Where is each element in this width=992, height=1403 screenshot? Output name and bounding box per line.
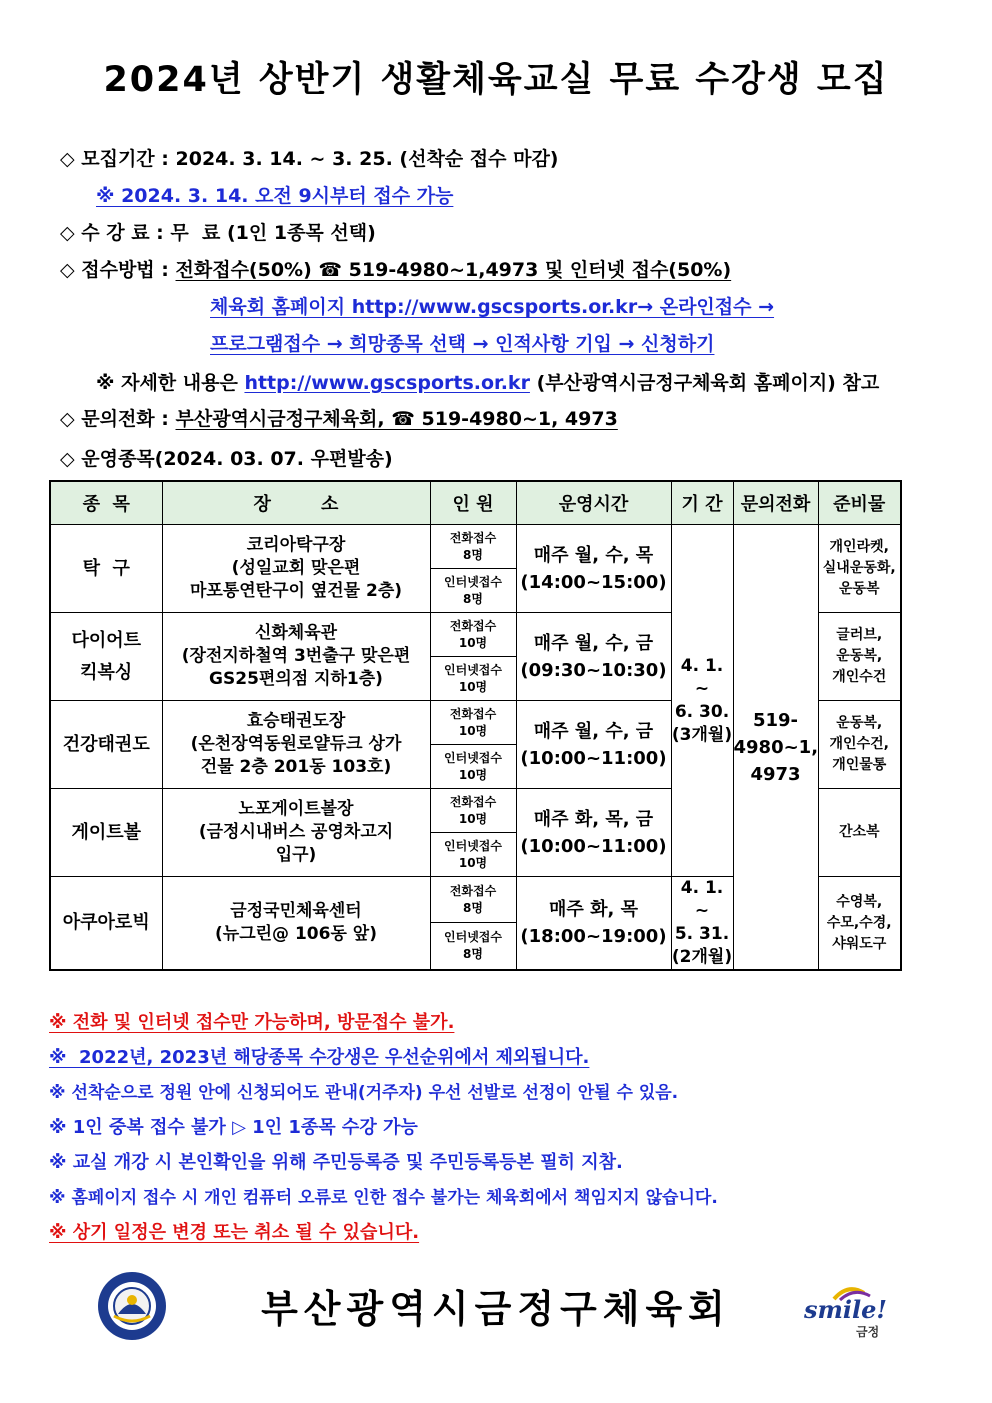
fee-line bbox=[60, 218, 376, 245]
program-supplies: 수영복, 수모,수경, 샤워도구 bbox=[818, 877, 901, 971]
program-table bbox=[49, 480, 902, 971]
program-place: 효승태권도장 (온천장역동원로얄듀크 상가 건물 2층 201동 103호) bbox=[162, 701, 430, 789]
fee-label: 수 강 료 : bbox=[81, 222, 164, 244]
period-note: ※ 2024. 3. 14. 오전 9시부터 접수 가능 bbox=[96, 185, 454, 207]
header-phone: 문의전화 bbox=[733, 481, 818, 525]
header-capacity: 인 원 bbox=[430, 481, 516, 525]
note-item: ※ 선착순으로 정원 안에 신청되어도 관내(거주자) 우선 선발로 선정이 안될 수 있음. bbox=[49, 1083, 679, 1103]
phone-capacity: 전화접수 8명 bbox=[430, 877, 516, 923]
program-time: 매주 월, 수, 목 (14:00~15:00) bbox=[516, 525, 671, 613]
program-place: 노포게이트볼장 (금정시내버스 공영차고지 입구) bbox=[162, 789, 430, 877]
header-time: 운영시간 bbox=[516, 481, 671, 525]
programs-heading bbox=[60, 444, 393, 471]
program-phone: 519- 4980~1, 4973 bbox=[733, 525, 818, 971]
diamond-icon: ◇ bbox=[60, 448, 75, 470]
method-steps-2: 프로그램접수 → 희망종목 선택 → 인적사항 기입 → 신청하기 bbox=[210, 333, 715, 355]
phone-capacity: 전화접수 10명 bbox=[430, 613, 516, 657]
phone-capacity: 전화접수 10명 bbox=[430, 701, 516, 745]
program-supplies: 글러브, 운동복, 개인수건 bbox=[818, 613, 901, 701]
method-value: 전화접수(50%) ☎ 519-4980~1,4973 및 인터넷 접수(50%) bbox=[175, 259, 732, 281]
program-name: 건강태권도 bbox=[50, 701, 162, 789]
program-time: 매주 화, 목 (18:00~19:00) bbox=[516, 877, 671, 971]
header-place: 장 소 bbox=[162, 481, 430, 525]
diamond-icon: ◇ bbox=[60, 408, 75, 430]
diamond-icon: ◇ bbox=[60, 148, 75, 170]
internet-capacity: 인터넷접수 10명 bbox=[430, 745, 516, 789]
program-time: 매주 월, 수, 금 (09:30~10:30) bbox=[516, 613, 671, 701]
internet-capacity: 인터넷접수 8명 bbox=[430, 569, 516, 613]
inquiry-value: 부산광역시금정구체육회, ☎ 519-4980~1, 4973 bbox=[175, 408, 618, 430]
fee-value: 무 료 (1인 1종목 선택) bbox=[170, 222, 376, 244]
note-item: ※ 상기 일정은 변경 또는 취소 될 수 있습니다. bbox=[49, 1222, 420, 1243]
detail-note bbox=[96, 368, 879, 395]
diamond-icon: ◇ bbox=[60, 222, 75, 244]
program-supplies: 개인라켓, 실내운동화, 운동복 bbox=[818, 525, 901, 613]
smile-word: smile! bbox=[804, 1295, 887, 1324]
organization-name: 부산광역시금정구체육회 bbox=[261, 1287, 731, 1331]
method-label: 접수방법 : bbox=[81, 259, 169, 281]
note-item: ※ 1인 중복 접수 불가 ▷ 1인 1종목 수강 가능 bbox=[49, 1117, 418, 1138]
header-category: 종 목 bbox=[50, 481, 162, 525]
program-supplies: 운동복, 개인수건, 개인물통 bbox=[818, 701, 901, 789]
program-name: 아쿠아로빅 bbox=[50, 877, 162, 971]
period-line bbox=[60, 144, 559, 171]
program-name: 탁 구 bbox=[50, 525, 162, 613]
programs-heading-text: 운영종목(2024. 03. 07. 우편발송) bbox=[81, 448, 393, 470]
program-place: 금정국민체육센터 (뉴그린@ 106동 앞) bbox=[162, 877, 430, 971]
program-time: 매주 화, 목, 금 (10:00~11:00) bbox=[516, 789, 671, 877]
phone-capacity: 전화접수 8명 bbox=[430, 525, 516, 569]
header-supplies: 준비물 bbox=[818, 481, 901, 525]
note-item: ※ 홈페이지 접수 시 개인 컴퓨터 오류로 인한 접수 불가는 체육회에서 책임지지 않습니다. bbox=[49, 1188, 718, 1208]
notes-list bbox=[49, 1008, 718, 1253]
program-period-b: 4. 1. ~ 5. 31. (2개월) bbox=[671, 877, 733, 971]
detail-suffix: (부산광역시금정구체육회 홈페이지) 참고 bbox=[536, 372, 880, 394]
note-item: ※ 2022년, 2023년 해당종목 수강생은 우선순위에서 제외됩니다. bbox=[49, 1047, 590, 1068]
internet-capacity: 인터넷접수 10명 bbox=[430, 657, 516, 701]
smile-sub: 금정 bbox=[856, 1325, 880, 1339]
diamond-icon: ◇ bbox=[60, 259, 75, 281]
table-row bbox=[50, 525, 901, 569]
inquiry-line bbox=[60, 404, 618, 431]
internet-capacity: 인터넷접수 8명 bbox=[430, 923, 516, 970]
note-item: ※ 전화 및 인터넷 접수만 가능하며, 방문접수 불가. bbox=[49, 1012, 455, 1033]
program-place: 코리아탁구장 (성일교회 맞은편 마포통연탄구이 옆건물 2층) bbox=[162, 525, 430, 613]
table-header-row bbox=[50, 481, 901, 525]
program-name: 다이어트 킥복싱 bbox=[50, 613, 162, 701]
note-item: ※ 교실 개강 시 본인확인을 위해 주민등록증 및 주민등록등본 필히 지참. bbox=[49, 1152, 623, 1173]
smile-logo bbox=[804, 1283, 887, 1343]
inquiry-label: 문의전화 : bbox=[81, 408, 169, 430]
period-label: 모집기간 : bbox=[81, 148, 169, 170]
program-place: 신화체육관 (장전지하철역 3번출구 맞은편 GS25편의점 지하1층) bbox=[162, 613, 430, 701]
detail-prefix: ※ 자세한 내용은 bbox=[96, 372, 238, 394]
program-time: 매주 월, 수, 금 (10:00~11:00) bbox=[516, 701, 671, 789]
page-title: 2024년 상반기 생활체육교실 무료 수강생 모집 bbox=[103, 60, 889, 100]
program-period-a: 4. 1. ~ 6. 30. (3개월) bbox=[671, 525, 733, 877]
program-supplies: 간소복 bbox=[818, 789, 901, 877]
internet-capacity: 인터넷접수 10명 bbox=[430, 833, 516, 877]
homepage-link[interactable]: http://www.gscsports.or.kr bbox=[244, 372, 530, 394]
phone-capacity: 전화접수 10명 bbox=[430, 789, 516, 833]
method-line bbox=[60, 255, 731, 282]
header-period: 기 간 bbox=[671, 481, 733, 525]
method-steps-1[interactable]: 체육회 홈페이지 http://www.gscsports.or.kr→ 온라인접수 → bbox=[210, 296, 775, 318]
period-value: 2024. 3. 14. ~ 3. 25. (선착순 접수 마감) bbox=[175, 148, 559, 170]
program-name: 게이트볼 bbox=[50, 789, 162, 877]
